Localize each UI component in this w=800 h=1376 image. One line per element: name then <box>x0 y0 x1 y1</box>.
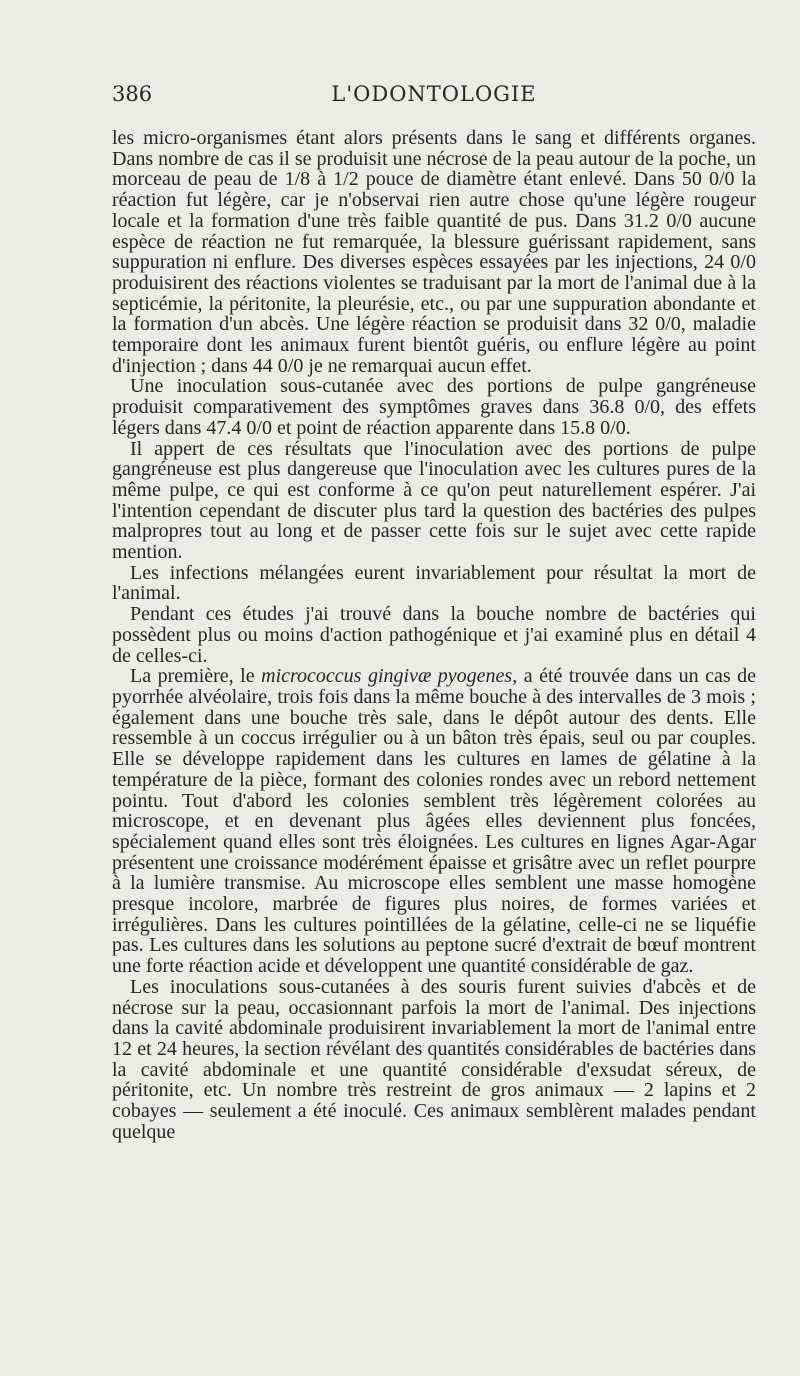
paragraph: Il appert de ces résultats que l'inoculation avec des portions de pulpe gangréneuse est plus dangereuse que l'inoculation avec les cultures pures de la même pulpe, ce qui est conforme à ce qu'on peut naturellement espérer. J'ai l'intention cependant de discuter plus tard la question des bactéries des pulpes malpropres tout au long et de passer cette fois sur le sujet avec cette rapide mention. <box>112 437 756 564</box>
paragraph-text: La première, le <box>130 665 262 688</box>
paragraph: les micro-organismes étant alors présents dans le sang et différents organes. Dans nombre de cas il se produisit une nécrose de la peau autour de la poche, un morceau de peau de 1/8 à 1/2 pouce de diamètre étant enlevé. Dans 50 0/0 la réaction fut légère, car je n'observai rien autre chose qu'une légère rougeur locale et la formation d'une très faible quantité de pus. Dans 31.2 0/0 aucune espèce de réaction ne fut remarquée, la blessure guérissant rapidement, sans suppuration ni enflure. Des diverses espèces essayées par les injections, 24 0/0 produisirent des réactions violentes se traduisant par la mort de l'animal due à la septicémie, la péritonite, la pleurésie, etc., ou par une suppuration abondante et la formation d'un abcès. Une légère réaction se produisit dans 32 0/0, maladie temporaire dont les animaux furent bientôt guéris, ou enflure légère au point d'injection ; dans 44 0/0 je ne remarquai aucun effet. <box>112 127 756 377</box>
body-text <box>112 128 756 1142</box>
running-title: L'ODONTOLOGIE <box>331 82 537 106</box>
paragraph: Une inoculation sous-cutanée avec des portions de pulpe gangréneuse produisit comparativement des symptômes graves dans 36.8 0/0, des effets légers dans 47.4 0/0 et point de réaction apparente dans 15.8 0/0. <box>112 375 756 439</box>
paragraph: Les inoculations sous-cutanées à des souris furent suivies d'abcès et de nécrose sur la peau, occasionnant parfois la mort de l'animal. Des injections dans la cavité abdominale produisirent invariablement la mort de l'animal entre 12 et 24 heures, la section révélant des quantités considérables de bactéries dans la cavité abdominale et une quantité considérable d'exsudat séreux, de péritonite, etc. Un nombre très restreint de gros animaux — 2 lapins et 2 cobayes — seulement a été inoculé. Ces animaux semblèrent malades pendant quelque <box>112 975 756 1143</box>
page-header <box>112 82 756 112</box>
paragraph-text: , a été trouvée dans un cas de pyorrhée alvéolaire, trois fois dans la même bouche à des intervalles de 3 mois ; également dans une bouche très sale, dans le dépôt autour des dents. Elle ressemble à un coccus irrégulier ou à un bâton très épais, seul ou par couples. Elle se développe rapidement dans les cultures en lames de gélatine à la température de la pièce, formant des colonies rondes avec un rebord nettement pointu. Tout d'abord les colonies semblent très légèrement colorées au microscope, et en devenant plus âgées elles deviennent plus foncées, spécialement quand elles sont très éloignées. Les cultures en lignes Agar-Agar présentent une croissance modérément épaisse et grisâtre avec un reflet pourpre à la lumière transmise. Au microscope elles semblent une masse homogène presque incolore, marbrée de figures plus noires, de formes variées et irrégulières. Dans les cultures pointillées de la gélatine, celle-ci ne se liquéfie pas. Les cultures dans les solutions au peptone sucré d'extrait de bœuf montrent une forte réaction acide et développent une quantité considérable de gaz. <box>112 665 757 978</box>
paragraph <box>112 666 756 977</box>
species-name: micrococcus gingivæ pyogenes <box>261 665 513 688</box>
page-number: 386 <box>112 82 153 106</box>
paragraph: Pendant ces études j'ai trouvé dans la bouche nombre de bactéries qui possèdent plus ou moins d'action pathogénique et j'ai examiné plus en détail 4 de celles-ci. <box>112 603 756 667</box>
paragraph: Les infections mélangées eurent invariablement pour résultat la mort de l'animal. <box>112 561 756 605</box>
